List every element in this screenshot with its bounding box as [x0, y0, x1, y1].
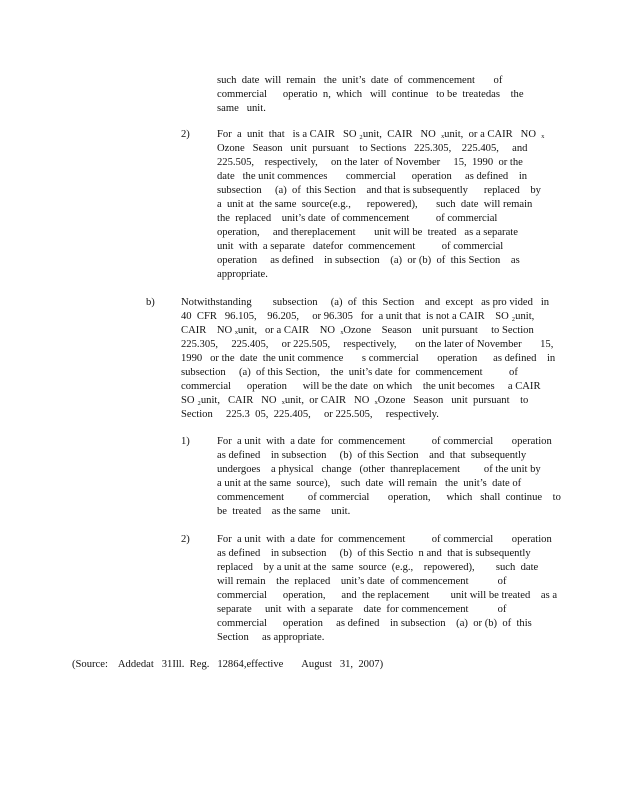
text-line: will remain the replaced unit’s date of commencement of: [217, 576, 507, 587]
text-line: undergoes a physical change (other thanreplacement of the unit by: [217, 464, 541, 475]
text-line: commercial operation, and the replacement unit will be treated as a: [217, 590, 558, 601]
text-line: commercial operation will be the date on which the unit becomes a CAIR: [181, 381, 541, 392]
text-line: For a unit with a date for commencement of commercial operation: [217, 534, 552, 545]
text-line: SO ₂unit, CAIR NO ₓunit, or CAIR NO ₓOzone Season unit pursuant to: [181, 395, 529, 406]
text-line: operation, and thereplacement unit will be treated as a separate: [217, 227, 518, 238]
source-note: (Source: Addedat 31Ill. Reg. 12864,effective August 31, 2007): [72, 659, 384, 670]
text-line: commencement of commercial operation, which shall continue to: [217, 492, 561, 503]
text-line: as defined in subsection (b) of this Section and that subsequently: [217, 450, 527, 461]
text-line: 225.305, 225.405, or 225.505, respectively, on the later of November 15,: [181, 339, 554, 350]
text-line: subsection (a) of this Section, the unit’s date for commencement of: [181, 367, 518, 378]
text-line: CAIR NO ₓunit, or a CAIR NO ₓOzone Season unit pursuant to Section: [181, 325, 534, 336]
text-line: subsection (a) of this Section and that is subsequently replaced by: [217, 185, 541, 196]
text-line: separate unit with a separate date for commencement of: [217, 604, 507, 615]
text-line: 40 CFR 96.105, 96.205, or 96.305 for a unit that is not a CAIR SO ₂unit,: [181, 311, 535, 322]
text-line: Notwithstanding subsection (a) of this Section and except as pro vided in: [181, 297, 550, 308]
text-line: such date will remain the unit’s date of commencement of: [217, 75, 503, 86]
text-line: commercial operatio n, which will continue to be treatedas the: [217, 89, 524, 100]
text-line: a unit at the same source), such date will remain the unit’s date of: [217, 478, 522, 489]
item-marker: 2): [181, 129, 190, 140]
text-line: For a unit with a date for commencement of commercial operation: [217, 436, 552, 447]
text-line: as defined in subsection (b) of this Sectio n and that is subsequently: [217, 548, 531, 559]
item-marker: 2): [181, 534, 190, 545]
text-line: unit with a separate datefor commencement of commercial: [217, 241, 504, 252]
text-line: date the unit commences commercial operation as defined in: [217, 171, 528, 182]
text-line: Section 225.3 05, 225.405, or 225.505, respectively.: [181, 409, 439, 420]
text-line: 1990 or the date the unit commence s commercial operation as defined in: [181, 353, 556, 364]
text-line: 225.505, respectively, on the later of November 15, 1990 or the: [217, 157, 523, 168]
text-line: Section as appropriate.: [217, 632, 325, 643]
item-marker: 1): [181, 436, 190, 447]
text-line: same unit.: [217, 103, 266, 114]
item-marker: b): [146, 297, 155, 308]
text-line: the replaced unit’s date of commencement of commercial: [217, 213, 498, 224]
text-line: Ozone Season unit pursuant to Sections 225.305, 225.405, and: [217, 143, 528, 154]
text-line: operation as defined in subsection (a) or (b) of this Section as: [217, 255, 520, 266]
text-line: commercial operation as defined in subsection (a) or (b) of this: [217, 618, 532, 629]
text-line: appropriate.: [217, 269, 268, 280]
text-line: For a unit that is a CAIR SO ₂unit, CAIR NO ₓunit, or a CAIR NO ₓ: [217, 129, 545, 140]
text-line: be treated as the same unit.: [217, 506, 351, 517]
text-line: a unit at the same source(e.g., repowered), such date will remain: [217, 199, 533, 210]
text-line: replaced by a unit at the same source (e.g., repowered), such date: [217, 562, 539, 573]
